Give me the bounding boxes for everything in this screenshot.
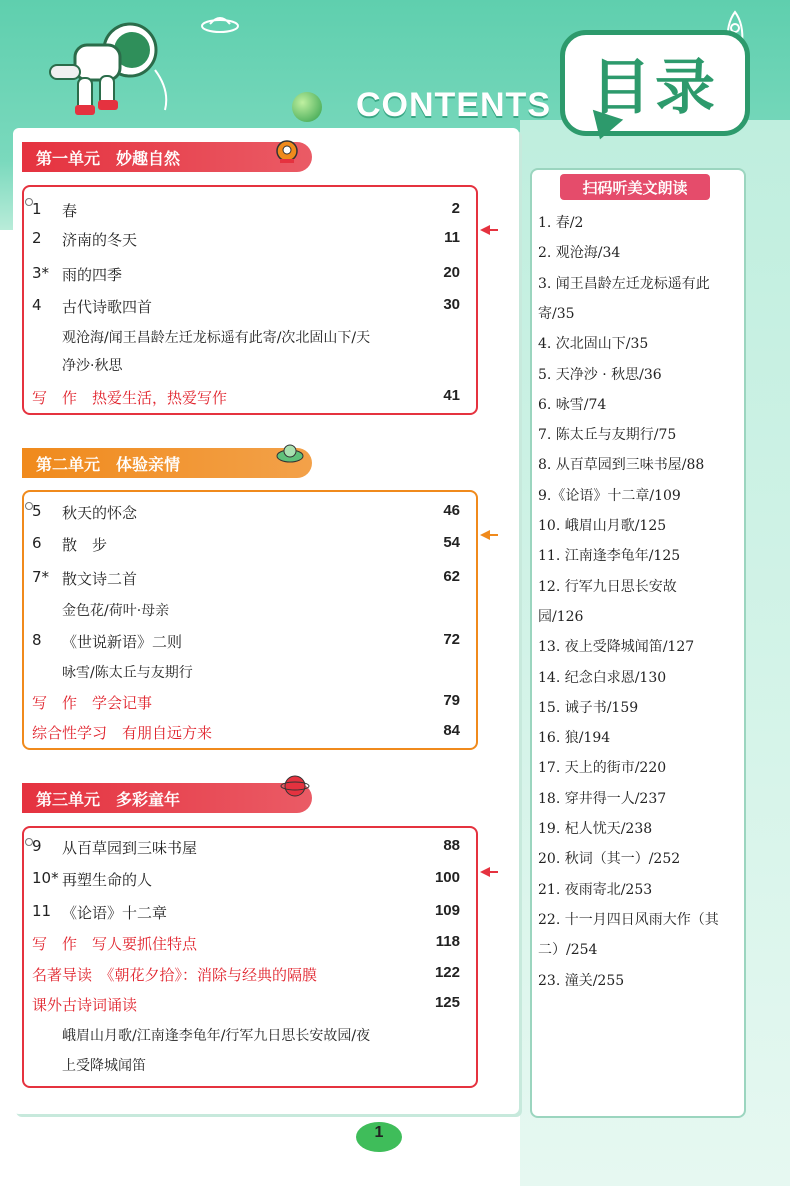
toc-row-title: 再塑生命的人 [62,871,153,889]
toc-row[interactable] [22,628,474,656]
unit-banner-1 [22,142,312,172]
toc-row[interactable] [22,866,474,894]
toc-row[interactable] [22,531,474,559]
toc-row-title: 课外古诗词诵读 [32,996,138,1014]
audio-list-item[interactable]: 寄/35 [538,305,575,322]
toc-row-number: 6 [32,534,42,552]
toc-row-title: 峨眉山月歌/江南逢李龟年/行军九日思长安故园/夜 [62,1028,371,1044]
toc-row-title: 古代诗歌四首 [62,298,153,316]
toc-row-number: 1 [32,200,42,218]
page-title: 目录 [591,53,719,123]
arrow-left-icon [478,529,498,541]
toc-row-title: 《论语》十二章 [62,904,168,922]
audio-list-item[interactable]: 17. 天上的街市/220 [538,760,667,777]
toc-row[interactable] [22,324,474,352]
audio-list-item[interactable]: 8. 从百草园到三味书屋/88 [538,457,705,474]
toc-row-page: 72 [443,631,460,648]
audio-list-item[interactable]: 12. 行军九日思长安故 [538,578,677,595]
toc-row-page: 84 [443,722,460,739]
audio-list-badge [560,174,710,200]
toc-row-title: 名著导读 《朝花夕拾》：消除与经典的隔膜 [32,966,318,984]
toc-row[interactable] [22,597,474,625]
toc-row[interactable] [22,261,474,289]
toc-row[interactable] [22,226,474,254]
planet-icon [292,92,322,122]
toc-row[interactable] [22,689,474,717]
unit-banner-3 [22,783,312,813]
toc-row-title: 咏雪/陈太丘与友期行 [62,665,193,681]
toc-row[interactable] [22,565,474,593]
toc-row-number: 3* [32,264,50,282]
audio-list-item[interactable]: 4. 次北固山下/35 [538,336,649,353]
toc-row[interactable] [22,352,474,380]
toc-row-number: 8 [32,631,42,649]
toc-row-number: 2 [32,229,42,247]
toc-row-title: 秋天的怀念 [62,504,138,522]
alien-icon [280,772,310,798]
toc-row-page: 118 [435,933,460,950]
toc-row-title: 雨的四季 [62,266,123,284]
toc-row[interactable] [22,991,474,1019]
toc-row-number: 11 [32,902,52,920]
toc-row[interactable] [22,659,474,687]
toc-row[interactable] [22,899,474,927]
toc-row-title: 济南的冬天 [62,231,138,249]
toc-row[interactable] [22,293,474,321]
audio-list-item[interactable]: 20. 秋词（其一）/252 [538,851,681,868]
toc-row[interactable] [22,384,474,412]
audio-list-item[interactable]: 22. 十一月四日风雨大作（其 [538,911,719,928]
audio-list-item[interactable]: 19. 杞人忧天/238 [538,821,653,837]
unit-banner-label: 第三单元 多彩童年 [36,789,181,809]
toc-row-page: 41 [443,387,460,404]
toc-row-page: 125 [434,994,460,1011]
toc-row-page: 122 [434,964,460,981]
toc-row-title: 金色花/荷叶·母亲 [62,603,170,619]
toc-row-page: 30 [443,296,460,313]
page-number: 1 [374,1124,384,1141]
toc-row-title: 观沧海/闻王昌龄左迁龙标遥有此寄/次北固山下/天 [62,330,371,346]
audio-list-item[interactable]: 15. 诫子书/159 [538,699,639,716]
unit-banner-2 [22,448,312,478]
audio-list-item[interactable]: 23. 潼关/255 [538,972,625,989]
audio-list-item[interactable]: 7. 陈太丘与友期行/75 [538,427,677,444]
unit-banner-label: 第二单元 体验亲情 [36,454,181,474]
toc-row[interactable] [22,197,474,225]
toc-row-page: 20 [443,264,460,281]
arrow-left-icon [478,866,498,878]
toc-row-number: 10* [32,869,59,887]
toc-row[interactable] [22,499,474,527]
astronaut-illustration [20,10,170,120]
audio-list-item[interactable]: 21. 夜雨寄北/253 [538,881,653,898]
audio-list-item[interactable]: 14. 纪念白求恩/130 [538,669,667,686]
robot-icon [272,138,302,164]
ufo-icon [200,12,240,36]
toc-row[interactable] [22,834,474,862]
toc-row-title: 净沙·秋思 [62,358,123,374]
toc-row-title: 散文诗二首 [62,570,138,588]
toc-row-title: 综合性学习 有朋自远方来 [32,724,213,742]
audio-list-item[interactable]: 二）/254 [538,942,598,959]
audio-list-item[interactable]: 9.《论语》十二章/109 [538,487,681,504]
toc-row-page: 62 [443,568,460,585]
audio-list-item[interactable]: 园/126 [538,608,584,625]
toc-row-title: 写 作 学会记事 [32,694,153,712]
toc-row-title: 《世说新语》二则 [62,633,183,651]
toc-row-page: 54 [443,534,460,551]
arrow-left-icon [478,224,498,236]
toc-row-number: 5 [32,502,42,520]
toc-row-page: 11 [444,229,460,246]
toc-row[interactable] [22,961,474,989]
toc-row[interactable] [22,719,474,747]
audio-list-item[interactable]: 6. 咏雪/74 [538,396,607,413]
toc-row-title: 写 作 写人要抓住特点 [32,935,198,953]
audio-list-item[interactable]: 11. 江南逢李龟年/125 [538,548,681,565]
audio-list-item[interactable]: 16. 狼/194 [538,730,611,747]
toc-row-title: 上受降城闻笛 [62,1058,146,1074]
toc-row-number: 9 [32,837,42,855]
toc-row-page: 79 [443,692,460,709]
toc-row-number: 4 [32,296,42,314]
toc-row-number: 7* [32,568,50,586]
toc-row-title: 从百草园到三味书屋 [62,839,198,857]
audio-list-item[interactable]: 1. 春/2 [538,215,584,231]
audio-list-item[interactable]: 13. 夜上受降城闻笛/127 [538,639,695,656]
toc-row-title: 写 作 热爱生活，热爱写作 [32,389,228,407]
audio-list-badge-label: 扫码听美文朗读 [582,178,688,197]
audio-list-item[interactable]: 5. 天净沙 · 秋思/36 [538,366,662,383]
toc-row-page: 88 [443,837,460,854]
audio-list-item[interactable]: 18. 穿井得一人/237 [538,790,667,807]
toc-row[interactable] [22,1052,474,1080]
toc-row-page: 109 [434,902,460,919]
contents-label: CONTENTS [356,86,551,124]
toc-row-page: 46 [443,502,460,519]
unit-banner-label: 第一单元 妙趣自然 [36,148,181,168]
toc-row[interactable] [22,1022,474,1050]
ufo-creature-icon [275,440,305,466]
audio-list-item[interactable]: 2. 观沧海/34 [538,245,621,262]
toc-row-title: 散 步 [62,536,108,554]
toc-row-page: 2 [451,200,460,217]
audio-list-item[interactable]: 10. 峨眉山月歌/125 [538,518,667,534]
toc-row[interactable] [22,930,474,958]
audio-list-item[interactable]: 3. 闻王昌龄左迁龙标遥有此 [538,275,710,292]
toc-row-page: 100 [434,869,460,886]
toc-row-title: 春 [62,202,78,220]
